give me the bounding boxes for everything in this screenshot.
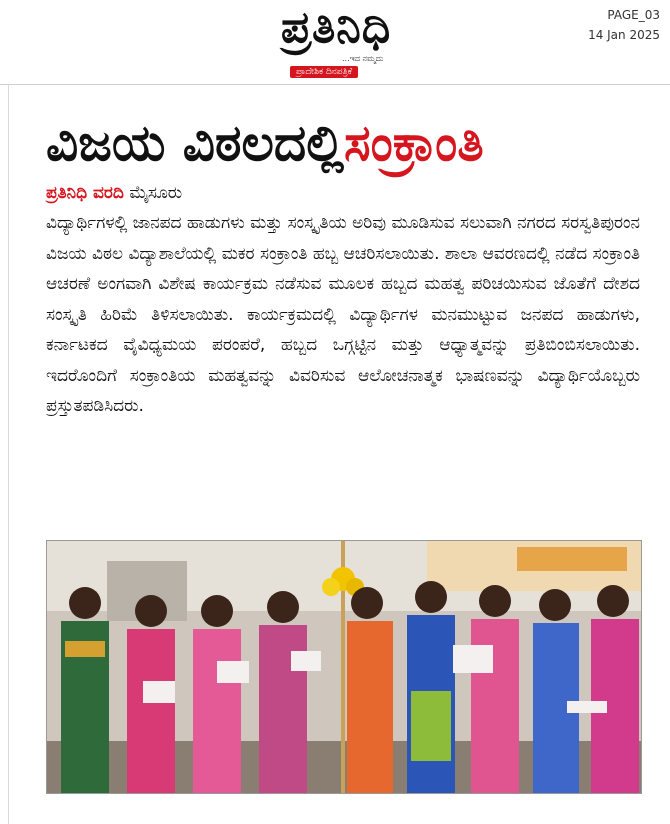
masthead <box>0 0 670 85</box>
article-photo <box>46 540 642 794</box>
page-number: PAGE_03 <box>607 8 660 22</box>
page-date: 14 Jan 2025 <box>588 28 660 42</box>
logo-wordmark: ಪ್ರತಿನಿಧಿ <box>280 2 392 53</box>
newspaper-logo <box>246 2 426 80</box>
article-headline <box>46 108 646 178</box>
group-photo-icon <box>47 541 641 793</box>
headline-part-1: ವಿಜಯ ವಿಠಲದಲ್ಲಿ <box>46 114 345 172</box>
column-divider <box>8 84 9 824</box>
byline-source: ಪ್ರತಿನಿಧಿ ವರದಿ <box>46 183 124 203</box>
article-body: ವಿದ್ಯಾರ್ಥಿಗಳಲ್ಲಿ ಜಾನಪದ ಹಾಡುಗಳು ಮತ್ತು ಸಂಸ್ಕೃತಿಯ ಅರಿವು ಮೂಡಿಸುವ ಸಲುವಾಗಿ ನಗರದ ಸರಸ್ವತಿಪುರಂನ ವಿಜಯ ವಿಠಲ ವಿದ್ಯಾಶಾಲೆಯಲ್ಲಿ ಮಕರ ಸಂಕ್ರಾಂತಿ ಹಬ್ಬ ಆಚರಿಸಲಾಯಿತು. ಶಾಲಾ ಆವರಣದಲ್ಲಿ ನಡೆದ ಸಂಕ್ರಾಂತಿ ಆಚರಣೆ ಅಂಗವಾಗಿ ವಿಶೇಷ ಕಾರ್ಯಕ್ರಮ ನಡೆಸುವ ಮೂಲಕ ಹಬ್ಬದ ಮಹತ್ವ ಪರಿಚಯಿಸುವ ಜೊತೆಗೆ ದೇಶದ ಸಂಸ್ಕೃತಿ ಹಿರಿಮೆ ತಿಳಿಸಲಾಯಿತು. ಕಾರ್ಯಕ್ರಮದಲ್ಲಿ ವಿದ್ಯಾರ್ಥಿಗಳ ಮನಮುಟ್ಟುವ ಜನಪದ ಹಾಡುಗಳು, ಕರ್ನಾಟಕದ ವೈವಿಧ್ಯಮಯ ಪರಂಪರೆ, ಹಬ್ಬದ ಒಗ್ಗಟ್ಟಿನ ಮತ್ತು ಆಧ್ಯಾತ್ಮವನ್ನು ಪ್ರತಿಬಿಂಬಿಸಲಾಯಿತು. ಇದರೊಂದಿಗೆ ಸಂಕ್ರಾಂತಿಯ ಮಹತ್ವವನ್ನು ವಿವರಿಸುವ ಆಲೋಚನಾತ್ಮಕ ಭಾಷಣವನ್ನು ವಿದ್ಯಾರ್ಥಿಯೊಬ್ಬರು ಪ್ರಸ್ತುತಪಡಿಸಿದರು. <box>46 213 641 416</box>
logo-subtitle: ಪ್ರಾದೇಶಿಕ ದಿನಪತ್ರಿಕೆ <box>290 66 358 78</box>
byline-place: ಮೈಸೂರು <box>129 183 183 203</box>
byline <box>46 182 182 204</box>
logo-tagline: ...ಇದ ನಮ್ಮದು <box>342 54 384 63</box>
headline-part-2: ಸಂಕ್ರಾಂತಿ <box>344 114 484 172</box>
